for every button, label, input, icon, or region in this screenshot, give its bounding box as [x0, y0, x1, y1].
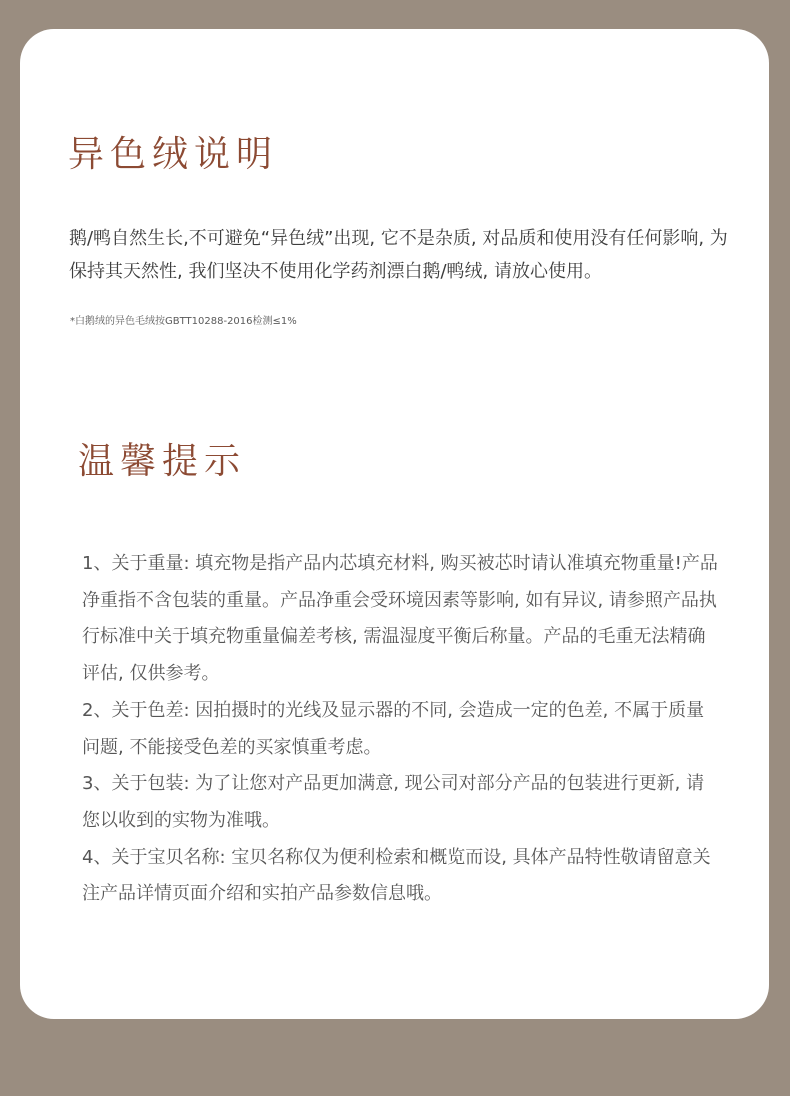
tip-weight: 1、关于重量: 填充物是指产品内芯填充材料, 购买被芯时请认准填充物重量!产品净重指不含包装的重量。产品净重会受环境因素等影响, 如有异议, 请参照产品执行标准中关于填充物重量偏差考核, 需温湿度平衡后称量。产品的毛重无法精确评估, 仅供参考。	[82, 553, 718, 685]
tip-product-name: 4、关于宝贝名称: 宝贝名称仅为便利检索和概览而设, 具体产品特性敬请留意关注产品详情页面介绍和实拍产品参数信息哦。	[82, 846, 711, 905]
section-title-tips: 温馨提示	[78, 441, 247, 482]
tip-color-difference: 2、关于色差: 因拍摄时的光线及显示器的不同, 会造成一定的色差, 不属于质量问题, 不能接受色差的买家慎重考虑。	[82, 699, 705, 758]
tip-packaging: 3、关于包装: 为了让您对产品更加满意, 现公司对部分产品的包装进行更新, 请您以收到的实物为准哦。	[82, 773, 705, 831]
off-color-down-description: 鹅/鸭自然生长,不可避免“异色绒”出现, 它不是杂质, 对品质和使用没有任何影响, 为保持其天然性, 我们坚决不使用化学药剂漂白鹅/鸭绒, 请放心使用。	[69, 228, 728, 282]
tips-list	[82, 546, 722, 913]
section-title-off-color-down: 异色绒说明	[68, 134, 279, 175]
off-color-down-footnote: *白鹅绒的异色毛绒按GBTT10288-2016检测≤1%	[70, 316, 297, 327]
